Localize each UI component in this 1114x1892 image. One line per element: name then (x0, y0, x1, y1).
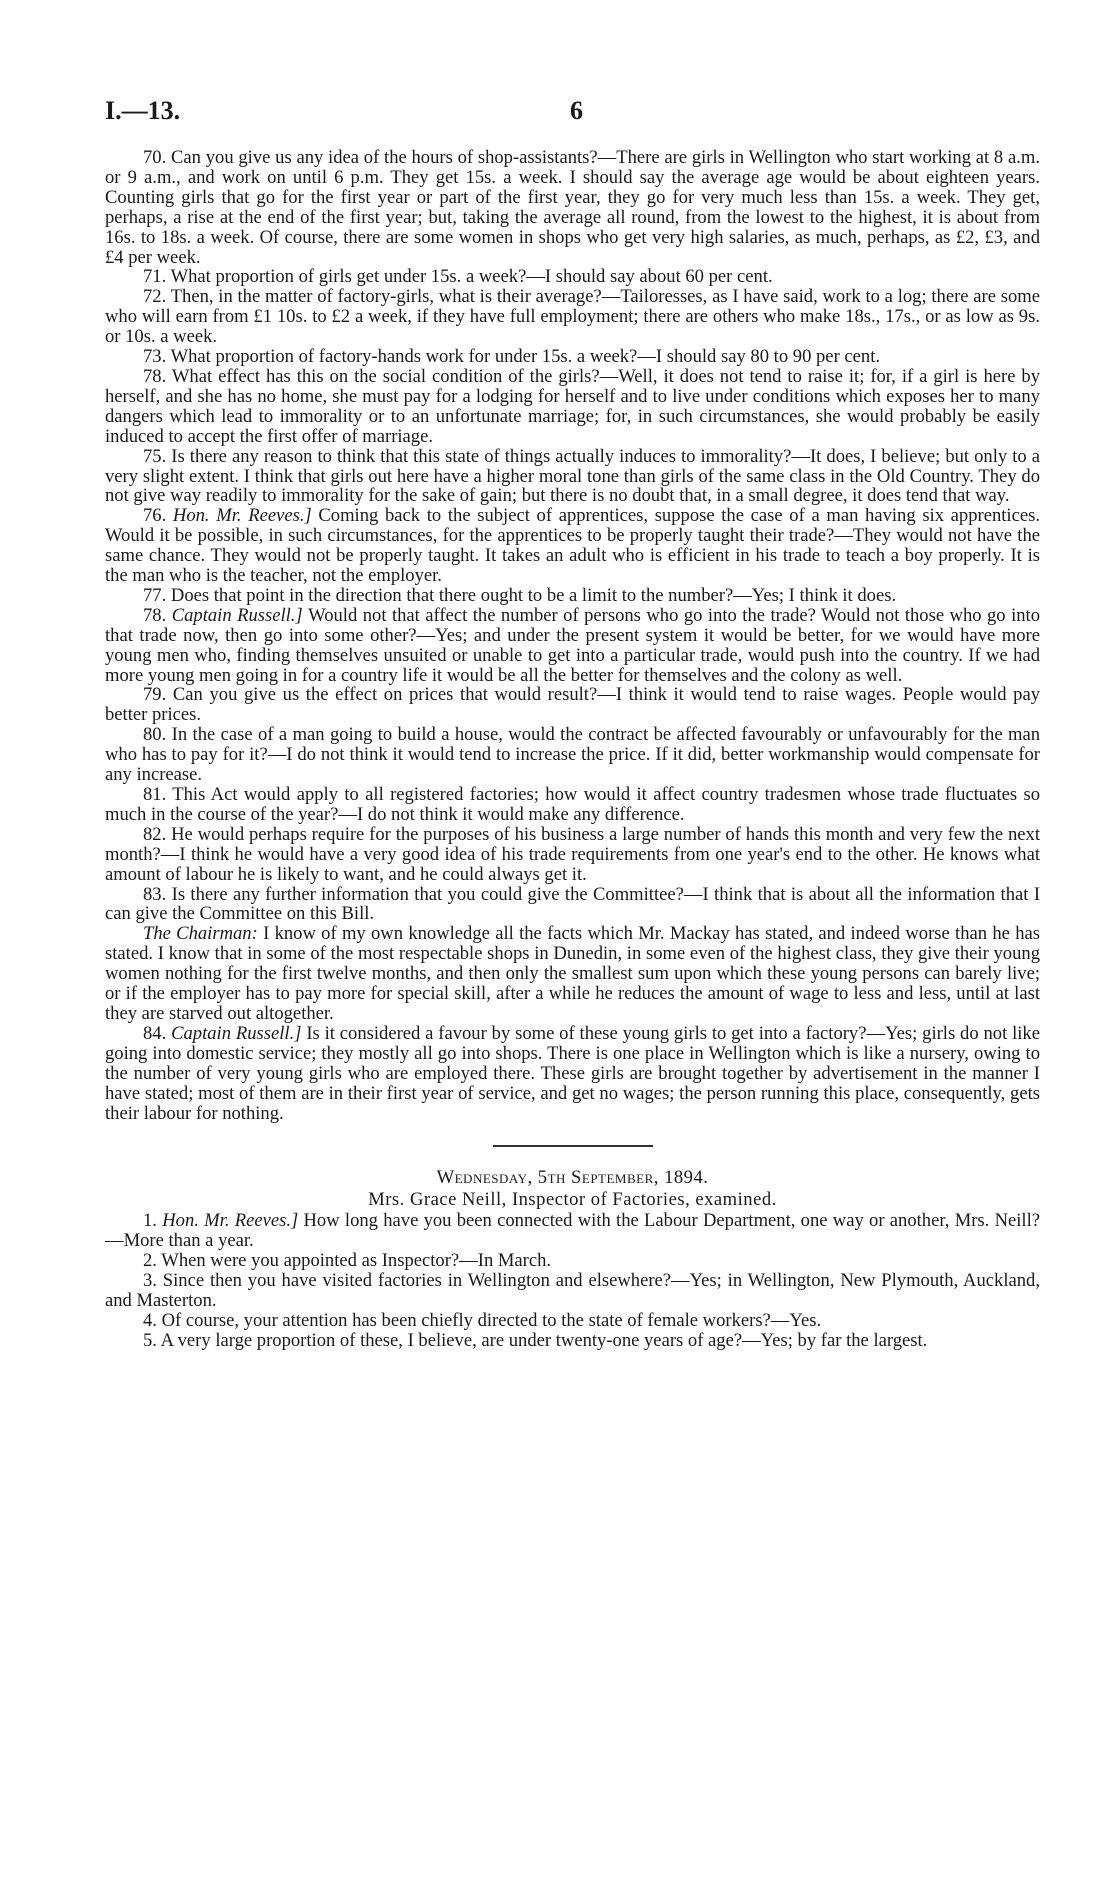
question-number: 76. (143, 505, 173, 527)
speaker-name: Captain Russell.] (171, 1022, 307, 1044)
document-body (105, 148, 1040, 1351)
testimony-paragraph (105, 606, 1040, 686)
question-text: He would perhaps require for the purposes of his business a large number of hands this month and very few the next month?—I think he would have a very good idea of his trade requirements from one year's end to the other. He knows what amount of labour he is likely to want, and he could always get it. (105, 823, 1041, 885)
testimony-paragraph (105, 1024, 1040, 1124)
testimony-paragraph (105, 825, 1040, 885)
question-text: Can you give us the effect on prices that would result?—I think it would tend to raise wages. People would pay better prices. (105, 684, 1041, 726)
testimony-paragraph (105, 148, 1040, 267)
question-number: 75. (143, 445, 172, 467)
question-text: Is there any reason to think that this state of things actually induces to immorality?—It does, I believe; but only to a very slight extent. I think that girls out here have a higher moral tone than girls of the same class in the Old Country. They do not give way readily to immorality for the sake of gain; but there is no doubt that, in a small degree, it does tend that way. (105, 445, 1041, 507)
question-number: 83. (143, 883, 172, 905)
question-text: What effect has this on the social condition of the girls?—Well, it does not tend to raise it; for, if a girl is here by herself, and she has no home, she must pay for a lodging for herself and to live under conditions which exposes her to many dangers which lead to immorality or to an unfortunate marriage; for, in such circumstances, she would probably be easily induced to accept the first offer of marriage. (105, 365, 1040, 447)
question-text: Can you give us any idea of the hours of shop-assistants?—There are girls in Wellington who start working at 8 a.m. or 9 a.m., and work on until 6 p.m. They get 15s. a week. I should say the average age would be about eighteen years. Counting girls that go for the first year or part of the first year, they go for very much less than 15s. a week. They get, perhaps, a rise at the end of the first year; but, taking the average all round, from the lowest to the highest, it is about from 16s. to 18s. a week. Of course, there are some women in shops who get very high salaries, as much, perhaps, as £2, £3, and £4 per week. (105, 147, 1041, 268)
question-number: 78. (143, 365, 172, 387)
question-text: When were you appointed as Inspector?—In March. (161, 1250, 552, 1272)
first-session (105, 148, 1040, 1123)
question-text: Then, in the matter of factory-girls, what is their average?—Tailoresses, as I have said, work to a log; there are some who will earn from £1 10s. to £2 a week, if they have full employment; there are others who make 18s., 17s., or as low as 9s. or 10s. a week. (105, 286, 1040, 348)
question-text: Is there any further information that you could give the Committee?—I think that is about all the information that I can give the Committee on this Bill. (105, 883, 1041, 925)
question-text: I know of my own knowledge all the facts which Mr. Mackay has stated, and indeed worse than he has stated. I know that in some of the most respectable shops in Dunedin, in some even of the highest class, they give their young women nothing for the first twelve months, and then only the smallest sum upon which these young persons can barely live; or if the employer has to pay more for special skill, after a while he reduces the amount of wage to less and less, until at last they are starved out altogether. (105, 923, 1040, 1024)
page-number: 6 (570, 96, 583, 125)
testimony-paragraph (105, 367, 1040, 447)
testimony-paragraph (105, 447, 1040, 507)
testimony-paragraph (105, 725, 1040, 785)
question-text: Would not that affect the number of persons who go into the trade? Would not those who go into that trade now, then go into some other?—Yes; and under the present system it would be better, for we would have more young men who, finding themselves unsuited or unable to get into a particular trade, would push into the country. If we had more young men going in for a country life it would be all the better for themselves and the colony as well. (105, 604, 1040, 686)
section-divider (493, 1145, 653, 1147)
testimony-paragraph (105, 1311, 1040, 1331)
testimony-paragraph (105, 924, 1040, 1024)
question-text: This Act would apply to all registered factories; how would it affect country tradesmen whose trade fluctuates so much in the course of the year?—I do not think it would make any difference. (105, 784, 1040, 825)
question-text: Coming back to the subject of apprentices, suppose the case of a man having six apprentices. Would it be possible, in such circumstances, for the apprentices to be properly taught their trade?—They would not have the same chance. They would not be properly taught. It takes an adult who is efficient in his trade to teach a boy properly. It is the man who is the teacher, not the employer. (105, 505, 1040, 587)
testimony-paragraph (105, 506, 1040, 586)
testimony-paragraph (105, 885, 1040, 925)
question-number: 71. (143, 266, 171, 288)
question-text: Is it considered a favour by some of these young girls to get into a factory?—Yes; girls do not like going into domestic service; they mostly all go into shops. There is one place in Wellington which is like a nursery, owing to the number of very young girls who are employed there. These girls are brought together by advertisement in the manner I have stated; most of them are in their first year of service, and get no wages; the person running this place, consequently, gets their labour for nothing. (105, 1022, 1040, 1124)
question-number: 4. (143, 1309, 162, 1331)
speaker-name: The Chairman: (143, 923, 264, 945)
question-text: Does that point in the direction that there ought to be a limit to the number?—Yes; I think it does. (170, 584, 897, 606)
question-number: 82. (143, 823, 172, 845)
question-text: In the case of a man going to build a house, would the contract be affected favourably or unfavourably for the man who has to pay for it?—I do not think it would tend to increase the price. If it did, better workmanship would compensate for any increase. (105, 724, 1040, 786)
testimony-paragraph (105, 267, 1040, 287)
question-number: 80. (143, 724, 172, 746)
testimony-paragraph (105, 1211, 1040, 1251)
witness-line: Mrs. Grace Neill, Inspector of Factories, examined. (368, 1189, 777, 1211)
testimony-paragraph (105, 1271, 1040, 1311)
testimony-paragraph (105, 685, 1040, 725)
second-session (105, 1211, 1040, 1350)
testimony-paragraph (105, 785, 1040, 825)
question-number: 78. (143, 604, 172, 626)
speaker-name: Captain Russell.] (171, 604, 309, 626)
question-number: 70. (143, 147, 172, 168)
question-number: 73. (143, 346, 171, 368)
question-number: 72. (143, 286, 171, 308)
question-number: 1. (143, 1210, 163, 1232)
session-date: Wednesday, 5th September, 1894. (436, 1167, 709, 1189)
question-text: What proportion of girls get under 15s. a week?—I should say about 60 per cent. (170, 266, 773, 288)
question-number: 3. (143, 1270, 163, 1292)
testimony-paragraph (105, 1331, 1040, 1351)
page-header (105, 96, 1055, 136)
question-number: 79. (143, 684, 173, 706)
question-number: 84. (143, 1022, 172, 1044)
question-text: What proportion of factory-hands work for under 15s. a week?—I should say 80 to 90 per cent. (170, 346, 881, 368)
question-number: 5. (143, 1329, 161, 1351)
question-number: 81. (143, 784, 173, 805)
speaker-name: Hon. Mr. Reeves.] (172, 505, 319, 527)
question-text: Of course, your attention has been chiefly directed to the state of female workers?—Yes. (161, 1309, 822, 1331)
question-text: Since then you have visited factories in Wellington and elsewhere?—Yes; in Wellington, New Plymouth, Auckland, and Masterton. (105, 1270, 1040, 1312)
question-text: How long have you been connected with the Labour Department, one way or another, Mrs. Neill?—More than a year. (105, 1210, 1041, 1252)
testimony-paragraph (105, 586, 1040, 606)
question-text: A very large proportion of these, I believe, are under twenty-one years of age?—Yes; by far the largest. (160, 1329, 928, 1351)
speaker-name: Hon. Mr. Reeves.] (162, 1210, 304, 1232)
question-number: 2. (143, 1250, 162, 1272)
question-number: 77. (143, 584, 171, 606)
testimony-paragraph (105, 287, 1040, 347)
document-reference: I.—13. (105, 96, 181, 125)
testimony-paragraph (105, 1251, 1040, 1271)
testimony-paragraph (105, 347, 1040, 367)
